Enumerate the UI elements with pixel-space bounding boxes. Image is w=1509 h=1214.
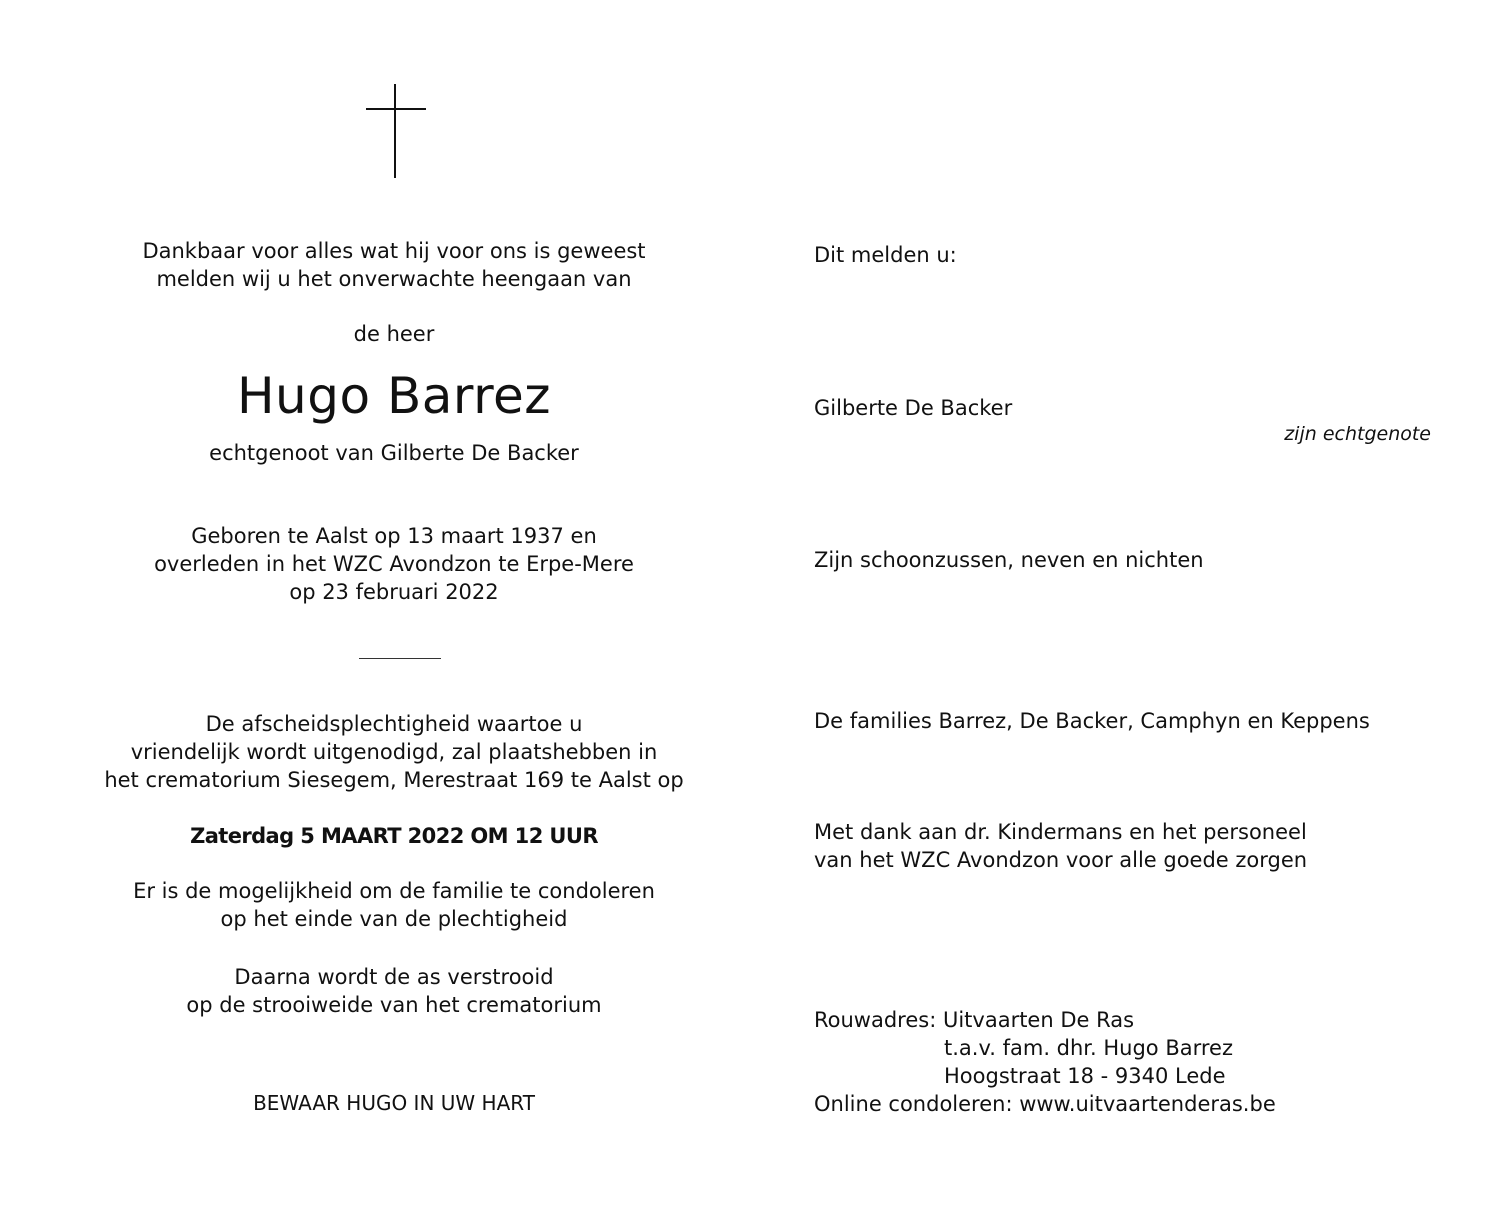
ceremony-date-text: Zaterdag 5 MAART 2022 OM 12 UUR: [190, 824, 598, 848]
ceremony-line: De afscheidsplechtigheid waartoe u: [205, 712, 583, 736]
thanks: [814, 818, 1434, 874]
cross-icon: [366, 84, 426, 178]
ceremony-info: [94, 710, 694, 794]
spouse-name: [814, 394, 1434, 422]
families-text: De families Barrez, De Backer, Camphyn en Keppens: [814, 709, 1370, 733]
honorific: [94, 320, 694, 348]
birth-death-info: [94, 522, 694, 606]
announce-text: Dit melden u:: [814, 243, 957, 267]
closing-text: [94, 1089, 694, 1117]
ceremony-line: het crematorium Siesegem, Merestraat 169 te Aalst op: [104, 768, 684, 792]
deceased-name: [94, 366, 694, 426]
intro-text: [94, 237, 694, 293]
ashes-line: op de strooiweide van het crematorium: [186, 993, 602, 1017]
in-laws: [814, 546, 1434, 574]
ceremony-line: vriendelijk wordt uitgenodigd, zal plaatshebben in: [130, 740, 658, 764]
intro-line: Dankbaar voor alles wat hij voor ons is geweest: [142, 239, 646, 263]
mourning-address: [814, 1006, 1434, 1118]
birth-line: op 23 februari 2022: [289, 580, 499, 604]
honorific-text: de heer: [353, 322, 435, 346]
ashes-info: [94, 963, 694, 1019]
divider: [359, 658, 441, 659]
birth-line: overleden in het WZC Avondzon te Erpe-Mere: [154, 552, 634, 576]
thanks-line: Met dank aan dr. Kindermans en het personeel: [814, 820, 1307, 844]
condolence-line: Er is de mogelijkheid om de familie te condoleren: [133, 879, 655, 903]
spouse-name-text: Gilberte De Backer: [814, 396, 1013, 420]
ceremony-date: [94, 822, 694, 850]
thanks-line: van het WZC Avondzon voor alle goede zorgen: [814, 848, 1308, 872]
announce: [814, 241, 1434, 269]
spouse-line: [94, 439, 694, 467]
spouse-line-text: echtgenoot van Gilberte De Backer: [209, 441, 579, 465]
condolence-info: [94, 877, 694, 933]
intro-line: melden wij u het onverwachte heengaan van: [156, 267, 632, 291]
address-line: Rouwadres: Uitvaarten De Ras: [814, 1008, 1135, 1032]
in-laws-text: Zijn schoonzussen, neven en nichten: [814, 548, 1204, 572]
spouse-role: zijn echtgenote: [1284, 423, 1431, 445]
address-line: Hoogstraat 18 - 9340 Lede: [944, 1064, 1226, 1088]
closing-line: BEWAAR HUGO IN UW HART: [253, 1091, 535, 1115]
families: [814, 707, 1434, 735]
ashes-line: Daarna wordt de as verstrooid: [234, 965, 554, 989]
deceased-name-text: Hugo Barrez: [236, 367, 552, 425]
online-condolence-line: Online condoleren: www.uitvaartenderas.be: [814, 1092, 1276, 1116]
condolence-line: op het einde van de plechtigheid: [220, 907, 568, 931]
address-line: t.a.v. fam. dhr. Hugo Barrez: [944, 1036, 1233, 1060]
birth-line: Geboren te Aalst op 13 maart 1937 en: [191, 524, 597, 548]
